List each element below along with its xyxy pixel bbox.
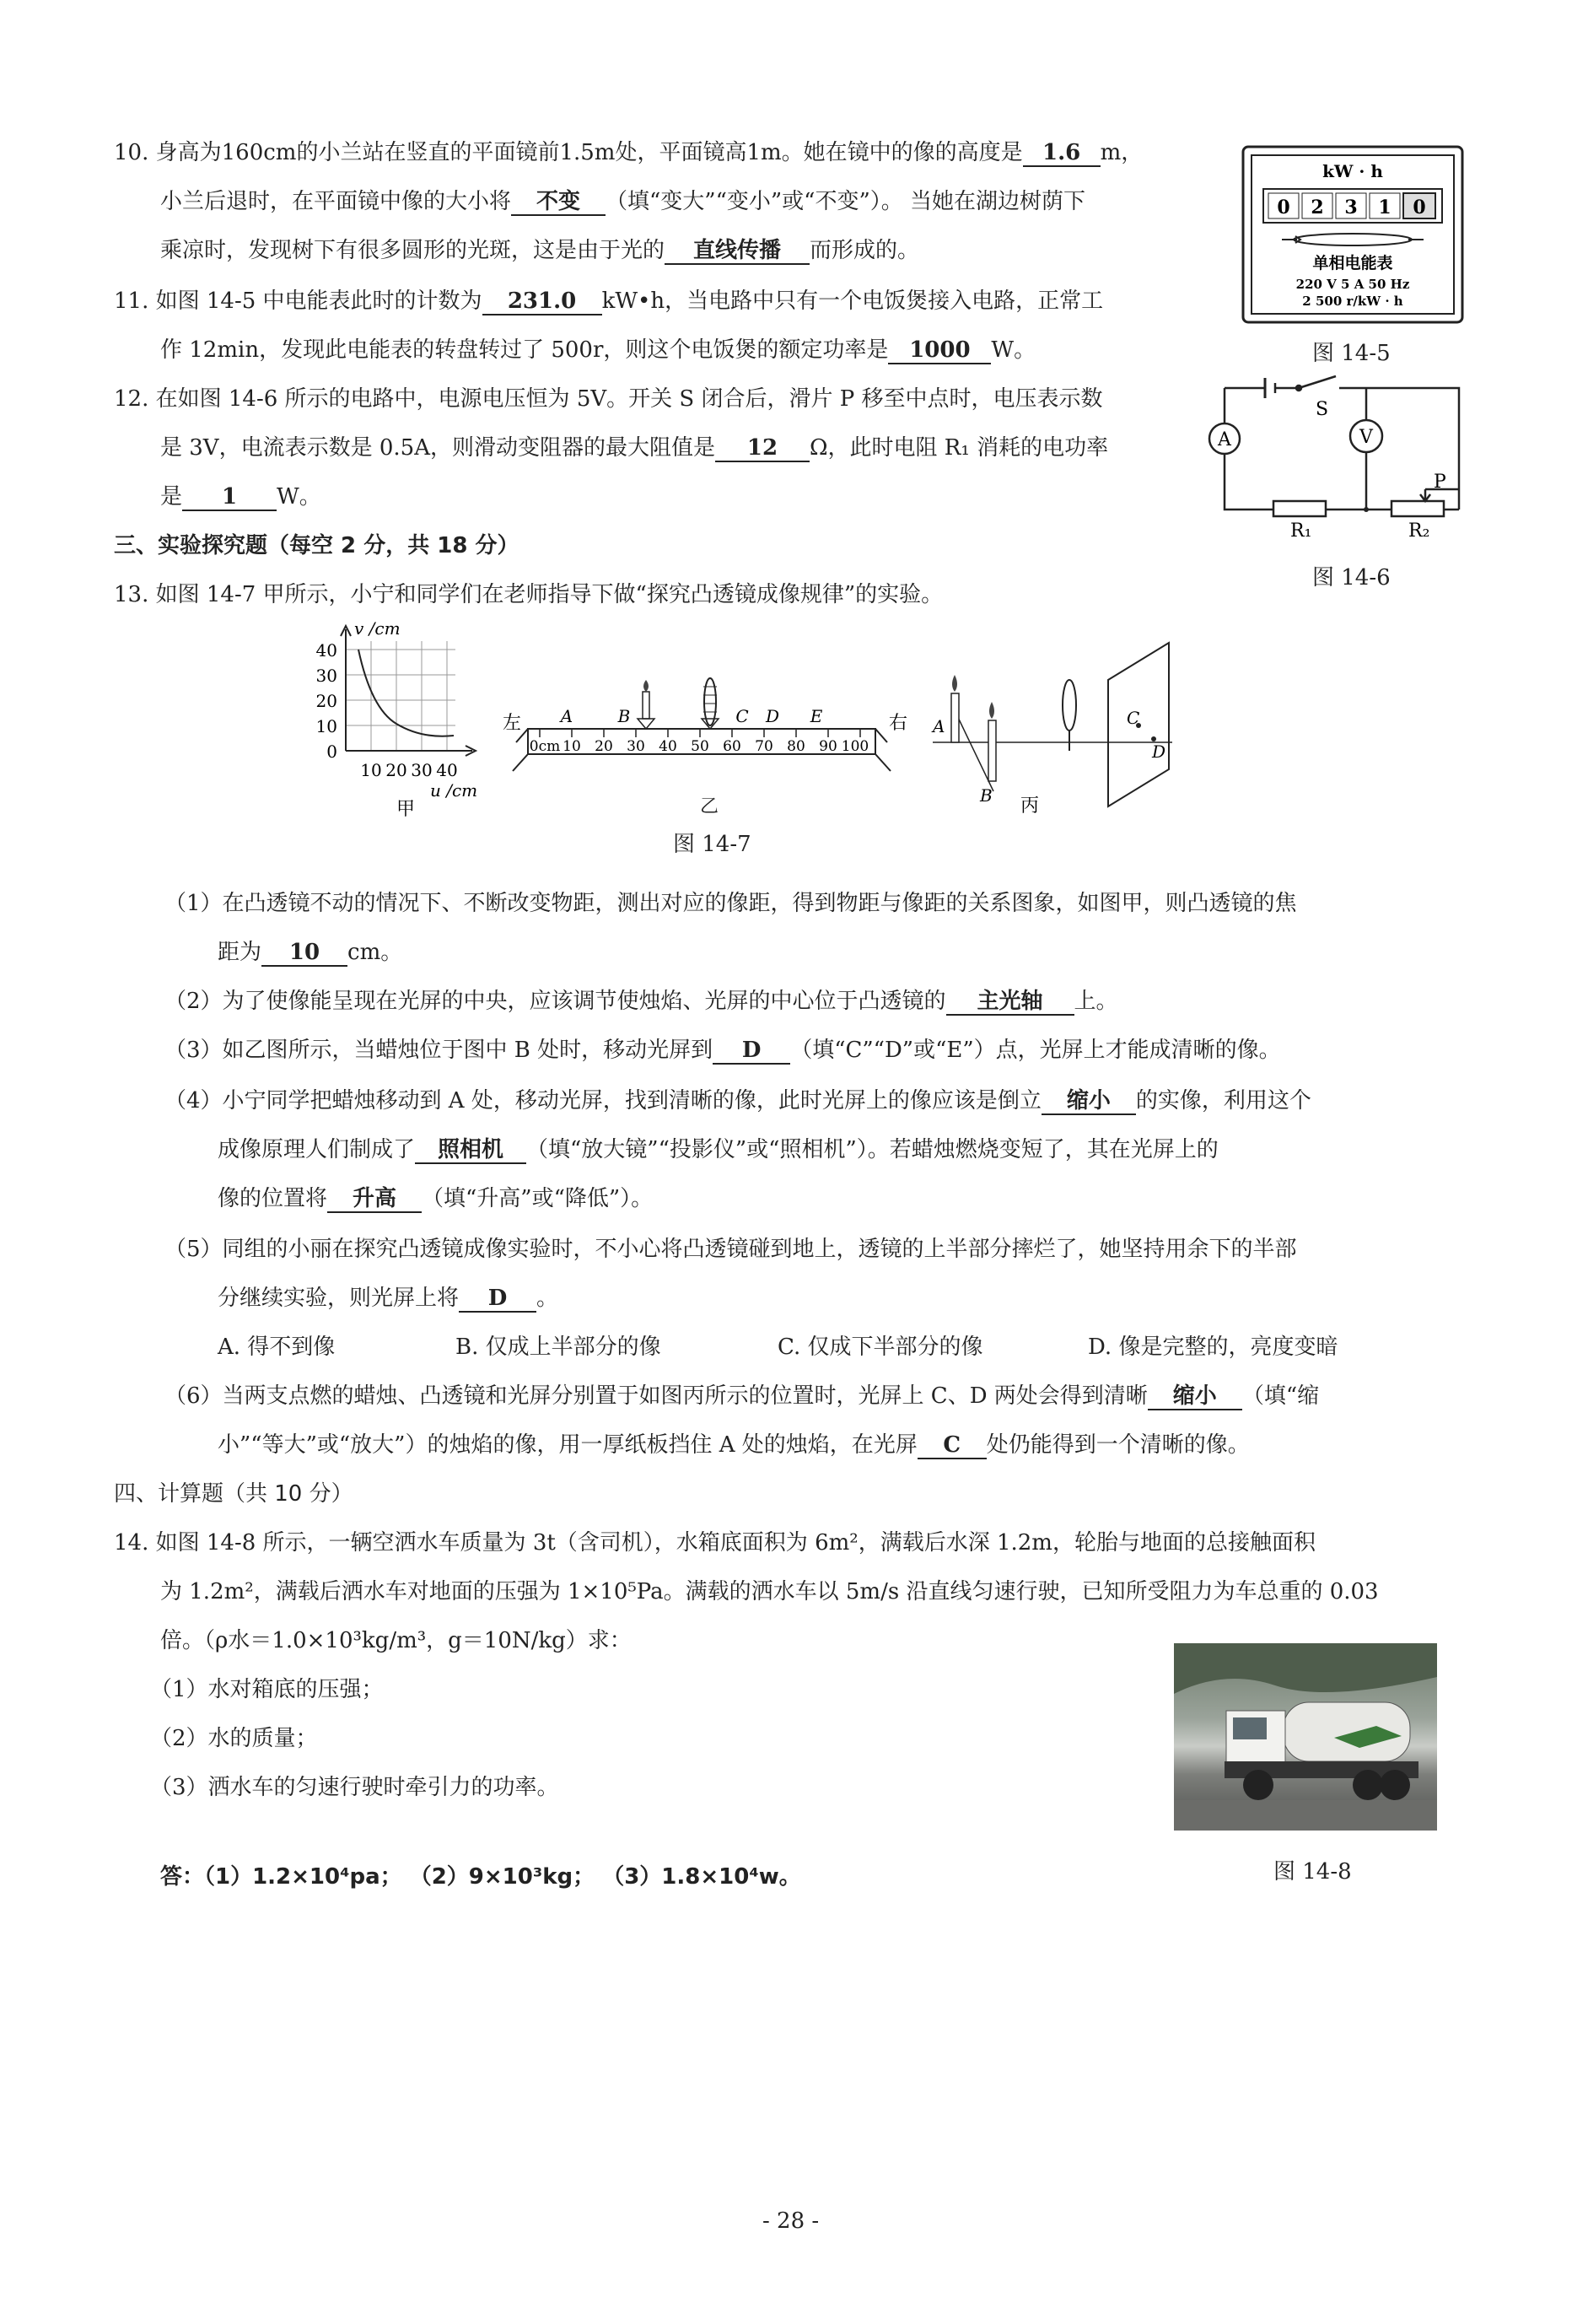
q13-answer2: 主光轴 — [946, 989, 1074, 1016]
bing-label-a: A — [933, 716, 945, 736]
fig-yi-label: 乙 — [700, 796, 719, 817]
q13-part5-line2: 分继续实验，则光屏上将 D 。 — [218, 1286, 559, 1311]
v-axis-label: v /cm — [354, 618, 401, 639]
bench-tick: 90 — [819, 738, 837, 755]
q13-part3: （3）如乙图所示，当蜡烛位于图中 B 处时，移动光屏到 D （填“C”“D”或“E”）点，光屏上才能成清晰的像。 — [164, 1038, 1281, 1063]
fig-14-8-caption: 图 14-8 — [1273, 1859, 1352, 1885]
meter-digit-decimal: 0 — [1413, 197, 1426, 218]
lens-icon — [702, 678, 719, 729]
section-3-heading: 三、实验探究题（每空 2 分，共 18 分） — [114, 533, 519, 558]
bench-tick: 80 — [787, 738, 805, 755]
v-tick: 40 — [315, 640, 337, 661]
q11-answer2: 1000 — [888, 337, 991, 364]
q13-part1-line1: （1）在凸透镜不动的情况下、不断改变物距，测出对应的像距，得到物距与像距的关系图象，如图甲，则凸透镜的焦 — [164, 891, 1297, 916]
bench-right-label: 右 — [889, 713, 908, 734]
fig-jia-graph — [304, 616, 514, 818]
q13-part2: （2）为了使像能呈现在光屏的中央，应该调节使烛焰、光屏的中心位于凸透镜的 主光轴 上。 — [164, 989, 1118, 1014]
bench-point-b: B — [617, 706, 631, 726]
q14-line2: 为 1.2m²，满载后洒水车对地面的压强为 1×10⁵Pa。满载的洒水车以 5m/s 沿直线匀速行驶，已知所受阻力为车总重的 0.03 — [160, 1579, 1379, 1604]
r2-label: R₂ — [1408, 520, 1430, 542]
switch-label: S — [1316, 399, 1329, 420]
v-tick: 0 — [326, 741, 337, 762]
q13-part1-line2: 距为 10 cm。 — [218, 940, 403, 965]
q10-answer3: 直线传播 — [665, 238, 810, 265]
v-tick: 10 — [315, 716, 337, 736]
bench-zero: 0cm — [529, 738, 561, 755]
bench-tick: 100 — [841, 738, 869, 755]
bing-label-d: D — [1152, 741, 1166, 762]
bench-point-d: D — [765, 706, 780, 726]
bing-label-c: C — [1127, 708, 1140, 728]
q13-part5-line1: （5）同组的小丽在探究凸透镜成像实验时，不小心将凸透镜碰到地上，透镜的上半部分摔烂了，她坚持用余下的半部 — [164, 1237, 1297, 1262]
q13-part6-line2: 小”“等大”或“放大”）的烛焰的像，用一厚纸板挡住 A 处的烛焰，在光屏 C 处仍能得到一个清晰的像。 — [218, 1432, 1250, 1458]
section-4-heading: 四、计算题（共 10 分） — [114, 1481, 353, 1507]
v-tick: 30 — [315, 666, 337, 686]
candle-b-icon — [988, 702, 996, 781]
bench-tick: 20 — [595, 738, 613, 755]
fig-14-7-caption: 图 14-7 — [673, 832, 751, 857]
q13-option-d: D. 像是完整的，亮度变暗 — [1088, 1335, 1338, 1360]
q11-line1: 11. 如图 14-5 中电能表此时的计数为 231.0 kW•h，当电路中只有一个电饭煲接入电路，正常工 — [114, 288, 1104, 314]
q12-answer2: 1 — [182, 484, 277, 511]
q11-line2: 作 12min，发现此电能表的转盘转过了 500r，则这个电饭煲的额定功率是 1000 W。 — [160, 337, 1036, 363]
q13-answer9: C — [918, 1432, 987, 1459]
q13-option-b: B. 仅成上半部分的像 — [455, 1335, 661, 1360]
q11-answer1: 231.0 — [482, 288, 602, 315]
water-truck-photo — [1174, 1643, 1437, 1831]
q13-answer6: 升高 — [327, 1186, 422, 1213]
u-tick: 40 — [436, 760, 458, 780]
bench-tick: 60 — [723, 738, 741, 755]
q12-line1: 12. 在如图 14-6 所示的电路中，电源电压恒为 5V。开关 S 闭合后，滑片 P 移至中点时，电压表示数 — [114, 386, 1103, 412]
q14-sub1: （1）水对箱底的压强； — [150, 1677, 384, 1702]
q13-option-a: A. 得不到像 — [218, 1335, 336, 1360]
q10-line3: 乘凉时，发现树下有很多圆形的光斑，这是由于光的 直线传播 而形成的。 — [160, 238, 920, 263]
candle-a-icon — [951, 675, 959, 742]
fig-bing — [928, 641, 1181, 818]
fig-jia-label: 甲 — [396, 799, 416, 820]
page-number: - 28 - — [762, 2208, 820, 2234]
lens-icon — [1063, 680, 1076, 751]
u-tick: 30 — [411, 760, 433, 780]
q12-line2: 是 3V，电流表示数是 0.5A，则滑动变阻器的最大阻值是 12 Ω，此时电阻 R₁ 消耗的电功率 — [160, 435, 1109, 461]
q13-part6-line1: （6）当两支点燃的蜡烛、凸透镜和光屏分别置于如图丙所示的位置时，光屏上 C、D 两处会得到清晰 缩小 （填“缩 — [164, 1383, 1320, 1409]
circuit-figure — [1214, 371, 1467, 540]
q13-answer4: 缩小 — [1042, 1088, 1136, 1115]
q10-line1: 10. 身高为160cm的小兰站在竖直的平面镜前1.5m处，平面镜高1m。她在镜中的像的高度是 1.6 m， — [114, 140, 1144, 165]
bench-point-a: A — [560, 706, 573, 726]
q13-intro: 13. 如图 14-7 甲所示，小宁和同学们在老师指导下做“探究凸透镜成像规律”的实验。 — [114, 582, 944, 607]
bing-label-b: B — [980, 785, 993, 806]
bench-point-e: E — [810, 706, 823, 726]
fig-14-5-caption: 图 14-5 — [1312, 341, 1391, 366]
q13-answer1: 10 — [261, 940, 347, 967]
fig-bing-label: 丙 — [1020, 795, 1040, 817]
q13-answer7: D — [459, 1286, 536, 1313]
q10-line2: 小兰后退时，在平面镜中像的大小将 不变 （填“变大”“变小”或“不变”）。 当她在湖边树荫下 — [160, 189, 1086, 214]
meter-digit: 3 — [1344, 197, 1358, 218]
electric-meter-figure — [1241, 145, 1464, 324]
meter-digit: 1 — [1378, 197, 1392, 218]
r1-label: R₁ — [1290, 520, 1312, 542]
v-tick: 20 — [315, 691, 337, 711]
meter-digit: 0 — [1277, 197, 1290, 218]
slider-label: P — [1434, 472, 1446, 493]
bench-tick: 70 — [755, 738, 773, 755]
q13-part4-line2: 成像原理人们制成了 照相机 （填“放大镜”“投影仪”或“照相机”）。若蜡烛燃烧变短了，其在光屏上的 — [218, 1137, 1219, 1162]
u-tick: 20 — [385, 760, 407, 780]
q13-answer8: 缩小 — [1148, 1383, 1242, 1410]
voltmeter-label: V — [1359, 427, 1373, 448]
ammeter-label: A — [1218, 429, 1231, 450]
q14-sub2: （2）水的质量； — [150, 1726, 318, 1751]
q14-answer: 答：（1）1.2×10⁴pa； （2）9×10³kg； （3）1.8×10⁴w。 — [160, 1864, 801, 1890]
q13-part4-line1: （4）小宁同学把蜡烛移动到 A 处，移动光屏，找到清晰的像，此时光屏上的像应该是倒立 缩小 的实像，利用这个 — [164, 1088, 1311, 1113]
meter-disc — [1294, 234, 1412, 245]
meter-spec2: 2 500 r/kW · h — [1302, 294, 1403, 309]
fig-14-6-caption: 图 14-6 — [1312, 565, 1391, 590]
water-truck-icon — [1174, 1643, 1437, 1831]
candle-icon — [638, 680, 654, 729]
u-axis-label: u /cm — [430, 780, 478, 801]
q10-answer2: 不变 — [511, 189, 606, 216]
u-tick: 10 — [360, 760, 382, 780]
q14-line3: 倍。（ρ水＝1.0×10³kg/m³，g＝10N/kg）求： — [160, 1628, 632, 1653]
bench-tick: 10 — [563, 738, 581, 755]
bench-tick: 50 — [691, 738, 709, 755]
bench-left-label: 左 — [503, 713, 522, 734]
q13-part4-line3: 像的位置将 升高 （填“升高”或“降低”）。 — [218, 1186, 654, 1211]
q13-option-c: C. 仅成下半部分的像 — [778, 1335, 983, 1360]
meter-spec1: 220 V 5 A 50 Hz — [1295, 277, 1410, 292]
q14-line1: 14. 如图 14-8 所示，一辆空洒水车质量为 3t（含司机），水箱底面积为 6m²，满载后水深 1.2m，轮胎与地面的总接触面积 — [114, 1530, 1316, 1556]
meter-name: 单相电能表 — [1312, 254, 1393, 272]
q10-answer1: 1.6 — [1023, 140, 1101, 167]
meter-digit: 2 — [1311, 197, 1324, 218]
q13-answer5: 照相机 — [415, 1137, 526, 1164]
bench-point-c: C — [735, 706, 749, 726]
q13-answer3: D — [713, 1038, 790, 1065]
q14-sub3: （3）洒水车的匀速行驶时牵引力的功率。 — [150, 1775, 559, 1800]
q12-answer1: 12 — [715, 435, 810, 462]
q12-line3: 是 1 W。 — [160, 484, 321, 510]
v-u-curve — [358, 650, 454, 736]
bench-tick: 40 — [659, 738, 677, 755]
meter-unit: kW · h — [1322, 161, 1383, 181]
bench-tick: 30 — [627, 738, 645, 755]
